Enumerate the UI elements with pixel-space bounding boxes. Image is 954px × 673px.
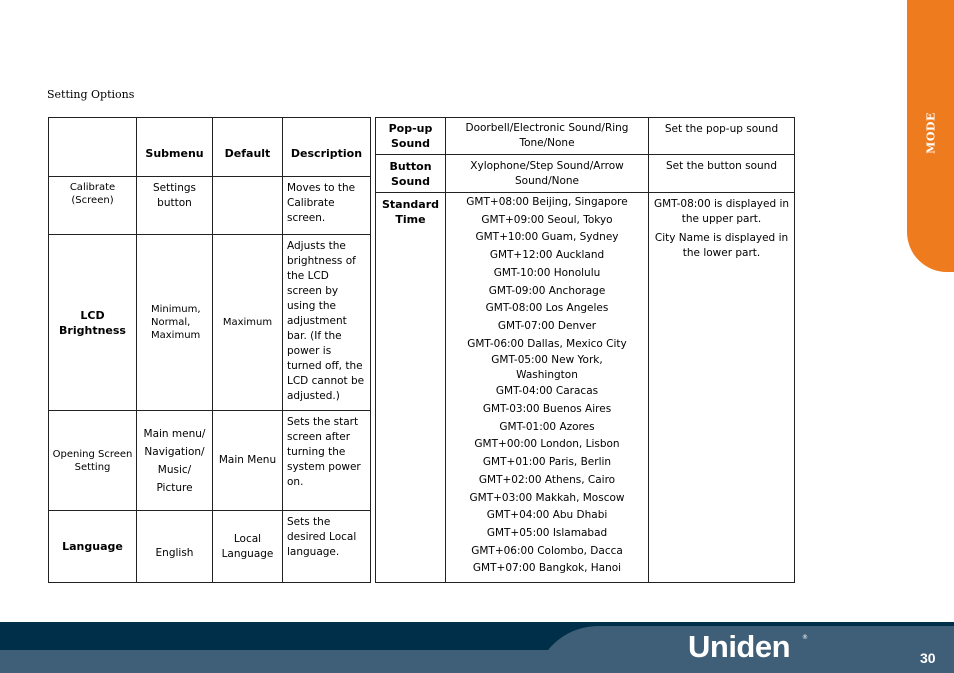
table-row xyxy=(49,235,371,411)
header-cell-blank xyxy=(49,118,137,177)
timezone-cell xyxy=(446,193,649,583)
table-row xyxy=(49,177,371,235)
list-item: GMT-10:00 Honolulu xyxy=(493,266,601,279)
list-item: GMT-05:00 New York, Washington xyxy=(491,354,603,382)
default-calibrate xyxy=(213,177,283,235)
table-row xyxy=(376,155,795,193)
standard-time-note-lower: City Name is displayed in the lower part. xyxy=(654,232,789,259)
submenu-language: English xyxy=(137,511,213,583)
setting-lcd-brightness: LCD Brightness xyxy=(49,235,137,411)
setting-calibrate: Calibrate (Screen) xyxy=(49,177,137,235)
description-opening-screen: Sets the start screen after turning the system power on. xyxy=(283,411,371,511)
setting-popup-sound: Pop-up Sound xyxy=(376,118,446,155)
list-item: GMT+03:00 Makkah, Moscow xyxy=(469,491,625,504)
table-header-row xyxy=(49,118,371,177)
list-item: GMT-04:00 Caracas xyxy=(495,385,599,398)
settings-table-right xyxy=(375,117,795,583)
footer-band xyxy=(0,622,954,673)
list-item: GMT+04:00 Abu Dhabi xyxy=(486,509,608,522)
header-submenu: Submenu xyxy=(137,118,213,177)
description-language: Sets the desired Local language. xyxy=(283,511,371,583)
list-item: GMT+12:00 Auckland xyxy=(489,249,605,262)
description-button-sound: Set the button sound xyxy=(649,155,795,193)
options-button-sound: Xylophone/Step Sound/Arrow Sound/None xyxy=(446,155,649,193)
list-item: GMT-07:00 Denver xyxy=(497,319,597,332)
description-standard-time xyxy=(649,193,795,583)
settings-table-left xyxy=(48,117,371,583)
list-item: GMT+09:00 Seoul, Tokyo xyxy=(481,213,613,226)
list-item: GMT+00:00 London, Lisbon xyxy=(474,438,620,451)
list-item: GMT+10:00 Guam, Sydney xyxy=(475,231,619,244)
table-row xyxy=(376,118,795,155)
list-item: GMT+08:00 Beijing, Singapore xyxy=(466,196,628,208)
submenu-lcd-brightness: Minimum, Normal, Maximum xyxy=(137,235,213,411)
description-lcd-brightness: Adjusts the brightness of the LCD screen by using the adjustment bar. (If the power is turned off, the LCD cannot be adjusted.) xyxy=(283,235,371,411)
list-item: GMT-01:00 Azores xyxy=(499,420,595,433)
description-calibrate: Moves to the Calibrate screen. xyxy=(283,177,371,235)
list-item: GMT-08:00 Los Angeles xyxy=(485,302,609,315)
table-row xyxy=(376,193,795,583)
options-popup-sound: Doorbell/Electronic Sound/Ring Tone/None xyxy=(446,118,649,155)
header-default: Default xyxy=(213,118,283,177)
table-row xyxy=(49,411,371,511)
page-number: 30 xyxy=(920,650,936,666)
setting-language: Language xyxy=(49,511,137,583)
list-item: GMT+06:00 Colombo, Dacca xyxy=(471,544,623,557)
list-item: GMT+01:00 Paris, Berlin xyxy=(482,456,612,469)
setting-opening-screen: Opening Screen Setting xyxy=(49,411,137,511)
submenu-calibrate: Settings button xyxy=(137,177,213,235)
default-opening-screen: Main Menu xyxy=(213,411,283,511)
list-item: GMT+07:00 Bangkok, Hanoi xyxy=(472,562,622,575)
header-description: Description xyxy=(283,118,371,177)
list-item: GMT-06:00 Dallas, Mexico City xyxy=(467,337,627,350)
footer-accent-shape xyxy=(0,622,954,673)
setting-button-sound: Button Sound xyxy=(376,155,446,193)
standard-time-note-upper: GMT-08:00 is displayed in the upper part. xyxy=(653,198,790,225)
table-row xyxy=(49,511,371,583)
registered-mark: ® xyxy=(802,634,808,641)
mode-side-tab xyxy=(907,0,954,272)
list-item: GMT-03:00 Buenos Aires xyxy=(482,403,612,416)
uniden-logo: Uniden xyxy=(688,629,791,664)
list-item: GMT-09:00 Anchorage xyxy=(488,284,606,297)
submenu-opening-screen: Main menu/ Navigation/ Music/ Picture xyxy=(137,411,213,511)
section-title: Setting Options xyxy=(47,88,135,101)
list-item: GMT+05:00 Islamabad xyxy=(486,526,608,539)
timezone-list xyxy=(449,194,645,578)
description-popup-sound: Set the pop-up sound xyxy=(649,118,795,155)
default-lcd-brightness: Maximum xyxy=(213,235,283,411)
setting-standard-time: Standard Time xyxy=(376,193,446,583)
default-language: Local Language xyxy=(213,511,283,583)
footer-curve-path xyxy=(0,626,954,673)
list-item: GMT+02:00 Athens, Cairo xyxy=(478,473,616,486)
mode-tab-label: MODE xyxy=(924,112,937,154)
